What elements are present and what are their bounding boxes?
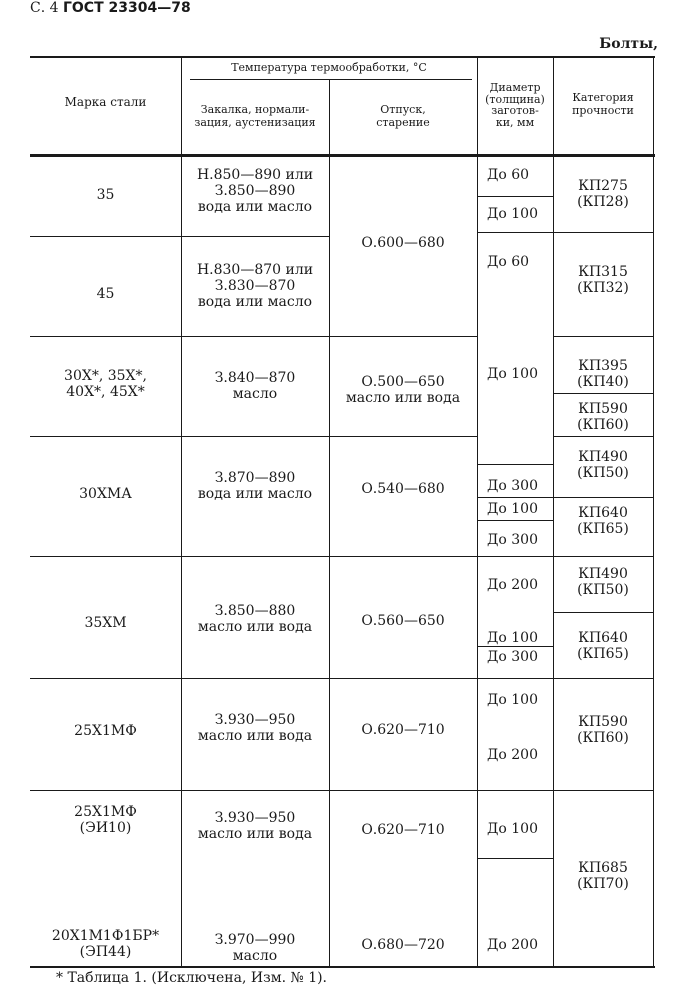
strength-category: КП640 (КП65) <box>577 630 629 663</box>
quench-temperature: Н.850—890 или З.850—890 вода или масло <box>196 167 314 216</box>
cat-sep <box>553 678 653 679</box>
temper-sep <box>329 556 477 557</box>
steel-grade: 30ХМА <box>79 486 132 502</box>
row-sep <box>30 436 329 437</box>
temper-temperature: О.500—650 масло или вода <box>345 374 461 407</box>
temper-temperature: О.620—710 <box>361 822 445 838</box>
diam-sep <box>477 790 553 791</box>
row-sep <box>30 678 329 679</box>
diam-sep <box>477 196 553 197</box>
standard-number: ГОСТ 23304—78 <box>62 0 191 16</box>
diam-sep <box>477 520 553 521</box>
page-number: С. 4 <box>30 0 59 16</box>
strength-category: КП395 (КП40) <box>577 358 629 391</box>
cat-sep <box>553 436 653 437</box>
steel-grade: 45 <box>96 286 115 302</box>
diameter-value: До 300 <box>487 478 538 494</box>
steel-grade: 30Х*, 35Х*, 40Х*, 45Х* <box>64 368 147 401</box>
header-steel-grade: Марка стали <box>64 95 147 109</box>
cat-sep <box>553 790 653 791</box>
temper-temperature: О.600—680 <box>361 235 445 251</box>
diameter-value: До 200 <box>487 577 538 593</box>
temper-temperature: О.680—720 <box>361 937 445 953</box>
strength-category: КП640 (КП65) <box>577 505 629 538</box>
diameter-value: До 200 <box>487 937 538 953</box>
cat-sep <box>553 556 653 557</box>
diameter-value: До 300 <box>487 649 538 665</box>
diameter-value: До 60 <box>487 254 530 270</box>
strength-category: КП490 (КП50) <box>577 449 629 482</box>
col-divider-5 <box>653 56 654 966</box>
diam-sep <box>477 678 553 679</box>
steel-grade: 25Х1МФ <box>74 723 137 739</box>
cat-sep <box>553 232 653 233</box>
table-caption: Болты, <box>599 36 658 52</box>
strength-category: КП275 (КП28) <box>577 178 629 211</box>
strength-category: КП315 (КП32) <box>577 264 629 297</box>
header-temper: Отпуск, старение <box>376 103 430 129</box>
temper-temperature: О.620—710 <box>361 722 445 738</box>
strength-category: КП590 (КП60) <box>577 401 629 434</box>
diameter-value: До 200 <box>487 747 538 763</box>
steel-grade: 35 <box>96 187 115 203</box>
diam-sep <box>477 464 553 465</box>
footnote: * Таблица 1. (Исключена, Изм. № 1). <box>56 970 328 986</box>
diameter-value: До 100 <box>487 366 538 382</box>
diameter-value: До 300 <box>487 532 538 548</box>
temper-sep <box>329 790 477 791</box>
diameter-value: До 100 <box>487 630 538 646</box>
page-header <box>30 0 191 16</box>
temper-temperature: О.560—650 <box>361 613 445 629</box>
top-rule <box>30 56 655 58</box>
row-sep <box>30 556 329 557</box>
strength-category: КП685 (КП70) <box>577 860 629 893</box>
cat-sep <box>553 393 653 394</box>
diam-sep <box>477 497 553 498</box>
quench-temperature: З.930—950 масло или вода <box>197 810 313 843</box>
header-temperature: Температура термообработки, °С <box>231 61 427 74</box>
diameter-value: До 100 <box>487 821 538 837</box>
quench-temperature: З.970—990 масло <box>214 932 296 965</box>
quench-temperature: З.840—870 масло <box>214 370 296 403</box>
temper-sep <box>329 678 477 679</box>
row-sep <box>30 236 329 237</box>
diameter-value: До 60 <box>487 167 530 183</box>
header-diameter: Диаметр (толщина) заготов- ки, мм <box>485 81 545 129</box>
header-rule <box>30 154 655 157</box>
quench-temperature: З.930—950 масло или вода <box>197 712 313 745</box>
diam-sep <box>477 556 553 557</box>
temper-sep <box>329 436 477 437</box>
diam-sep <box>477 232 553 233</box>
header-category: Категория прочности <box>572 91 634 117</box>
strength-category: КП590 (КП60) <box>577 714 629 747</box>
diameter-value: До 100 <box>487 501 538 517</box>
header-quench: Закалка, нормали- зация, аустенизация <box>194 103 316 129</box>
row-sep <box>30 336 329 337</box>
temper-sep <box>329 336 477 337</box>
bottom-rule <box>30 966 655 968</box>
steel-grade: 25Х1МФ (ЭИ10) <box>74 804 137 837</box>
diam-sep <box>477 646 553 647</box>
quench-temperature: З.870—890 вода или масло <box>197 470 313 503</box>
cat-sep <box>553 612 653 613</box>
quench-temperature: З.850—880 масло или вода <box>197 603 313 636</box>
diam-sep <box>477 858 553 859</box>
row-sep <box>30 790 329 791</box>
temper-temperature: О.540—680 <box>361 481 445 497</box>
col-divider-3 <box>477 56 478 966</box>
strength-category: КП490 (КП50) <box>577 566 629 599</box>
steel-grade: 35ХМ <box>84 615 127 631</box>
diameter-value: До 100 <box>487 692 538 708</box>
steel-grade: 20Х1М1Ф1БР* (ЭП44) <box>51 928 160 961</box>
temp-subrule <box>190 79 472 80</box>
cat-sep <box>553 497 653 498</box>
diameter-value: До 100 <box>487 206 538 222</box>
cat-sep <box>553 336 653 337</box>
quench-temperature: Н.830—870 или З.830—870 вода или масло <box>196 262 314 311</box>
